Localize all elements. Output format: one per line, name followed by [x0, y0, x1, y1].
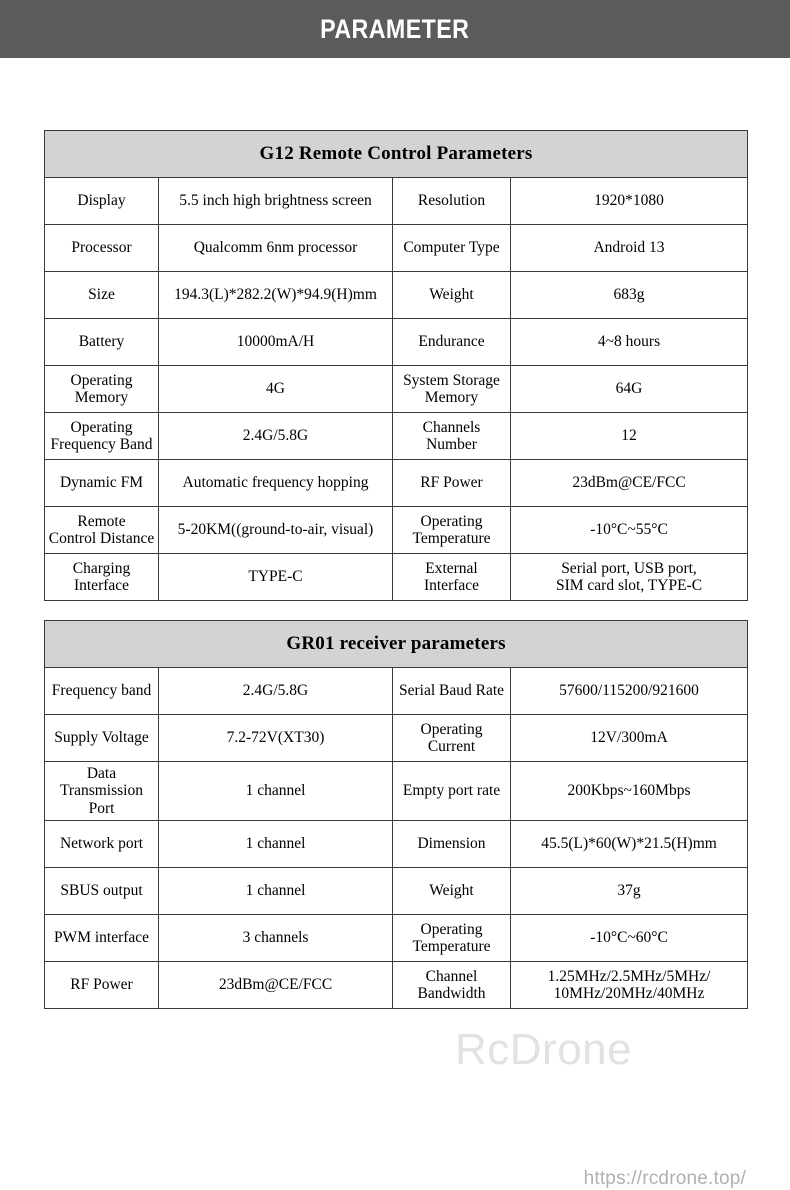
param-value-cell: 2.4G/5.8G: [159, 413, 393, 460]
param-label-cell: Network port: [45, 821, 159, 868]
param-label-cell: Operating Frequency Band: [45, 413, 159, 460]
param-value-cell: 683g: [511, 272, 748, 319]
page-body: [0, 130, 790, 1189]
page-banner: [0, 0, 790, 58]
param-value-cell: Serial port, USB port, SIM card slot, TYPE-C: [511, 554, 748, 601]
param-value-cell: Automatic frequency hopping: [159, 460, 393, 507]
gr01-table-wrapper: [44, 620, 746, 1009]
param-label-cell: Display: [45, 178, 159, 225]
table-row: [45, 915, 748, 962]
param-label-cell: PWM interface: [45, 915, 159, 962]
gr01-spec-table: [44, 620, 748, 1009]
param-label-cell: Empty port rate: [393, 762, 511, 821]
param-label-cell: Weight: [393, 868, 511, 915]
param-label-cell: Operating Current: [393, 715, 511, 762]
param-value-cell: -10°C~60°C: [511, 915, 748, 962]
param-label-cell: Processor: [45, 225, 159, 272]
rcdrone-watermark: RcDrone: [455, 1025, 633, 1074]
param-value-cell: 12: [511, 413, 748, 460]
param-value-cell: 1 channel: [159, 821, 393, 868]
param-value-cell: 2.4G/5.8G: [159, 668, 393, 715]
param-label-cell: Resolution: [393, 178, 511, 225]
table-row: [45, 962, 748, 1009]
param-value-cell: 64G: [511, 366, 748, 413]
table-row: [45, 366, 748, 413]
param-label-cell: System Storage Memory: [393, 366, 511, 413]
param-label-cell: Endurance: [393, 319, 511, 366]
param-label-cell: Computer Type: [393, 225, 511, 272]
param-value-cell: 37g: [511, 868, 748, 915]
g12-spec-table: [44, 130, 748, 601]
param-value-cell: 1920*1080: [511, 178, 748, 225]
param-label-cell: Size: [45, 272, 159, 319]
param-value-cell: 5-20KM((ground-to-air, visual): [159, 507, 393, 554]
gr01-table-title: GR01 receiver parameters: [45, 621, 748, 668]
param-label-cell: Operating Temperature: [393, 915, 511, 962]
param-value-cell: 3 channels: [159, 915, 393, 962]
param-label-cell: Dimension: [393, 821, 511, 868]
param-value-cell: 1 channel: [159, 868, 393, 915]
param-value-cell: 4G: [159, 366, 393, 413]
footer-url: https://rcdrone.top/: [583, 1168, 746, 1189]
param-label-cell: External Interface: [393, 554, 511, 601]
param-label-cell: Frequency band: [45, 668, 159, 715]
table-row: [45, 272, 748, 319]
page-title: PARAMETER: [320, 13, 470, 44]
param-label-cell: SBUS output: [45, 868, 159, 915]
table-row: [45, 554, 748, 601]
param-value-cell: 7.2-72V(XT30): [159, 715, 393, 762]
table-row: [45, 460, 748, 507]
param-value-cell: 10000mA/H: [159, 319, 393, 366]
param-label-cell: Charging Interface: [45, 554, 159, 601]
table-header-row: [45, 131, 748, 178]
table-row: [45, 821, 748, 868]
table-row: [45, 668, 748, 715]
param-label-cell: Supply Voltage: [45, 715, 159, 762]
param-value-cell: 5.5 inch high brightness screen: [159, 178, 393, 225]
param-value-cell: 1.25MHz/2.5MHz/5MHz/ 10MHz/20MHz/40MHz: [511, 962, 748, 1009]
param-label-cell: Remote Control Distance: [45, 507, 159, 554]
param-value-cell: 57600/115200/921600: [511, 668, 748, 715]
param-label-cell: Channels Number: [393, 413, 511, 460]
param-value-cell: 4~8 hours: [511, 319, 748, 366]
param-value-cell: 1 channel: [159, 762, 393, 821]
table-row: [45, 762, 748, 821]
table-header-row: [45, 621, 748, 668]
param-value-cell: 45.5(L)*60(W)*21.5(H)mm: [511, 821, 748, 868]
param-label-cell: Operating Temperature: [393, 507, 511, 554]
param-value-cell: 12V/300mA: [511, 715, 748, 762]
param-value-cell: 23dBm@CE/FCC: [511, 460, 748, 507]
param-label-cell: Data Transmission Port: [45, 762, 159, 821]
param-value-cell: 194.3(L)*282.2(W)*94.9(H)mm: [159, 272, 393, 319]
g12-table-body: [45, 178, 748, 601]
table-row: [45, 715, 748, 762]
param-label-cell: Weight: [393, 272, 511, 319]
param-label-cell: Operating Memory: [45, 366, 159, 413]
param-value-cell: 200Kbps~160Mbps: [511, 762, 748, 821]
table-row: [45, 507, 748, 554]
param-value-cell: Qualcomm 6nm processor: [159, 225, 393, 272]
table-row: [45, 178, 748, 225]
param-value-cell: -10°C~55°C: [511, 507, 748, 554]
param-label-cell: Channel Bandwidth: [393, 962, 511, 1009]
table-row: [45, 319, 748, 366]
table-row: [45, 225, 748, 272]
g12-table-wrapper: [44, 130, 746, 601]
g12-table-title: G12 Remote Control Parameters: [45, 131, 748, 178]
param-label-cell: Battery: [45, 319, 159, 366]
param-value-cell: 23dBm@CE/FCC: [159, 962, 393, 1009]
param-label-cell: Serial Baud Rate: [393, 668, 511, 715]
table-row: [45, 413, 748, 460]
table-row: [45, 868, 748, 915]
param-label-cell: RF Power: [45, 962, 159, 1009]
param-value-cell: Android 13: [511, 225, 748, 272]
param-label-cell: Dynamic FM: [45, 460, 159, 507]
param-value-cell: TYPE-C: [159, 554, 393, 601]
param-label-cell: RF Power: [393, 460, 511, 507]
gr01-table-body: [45, 668, 748, 1009]
